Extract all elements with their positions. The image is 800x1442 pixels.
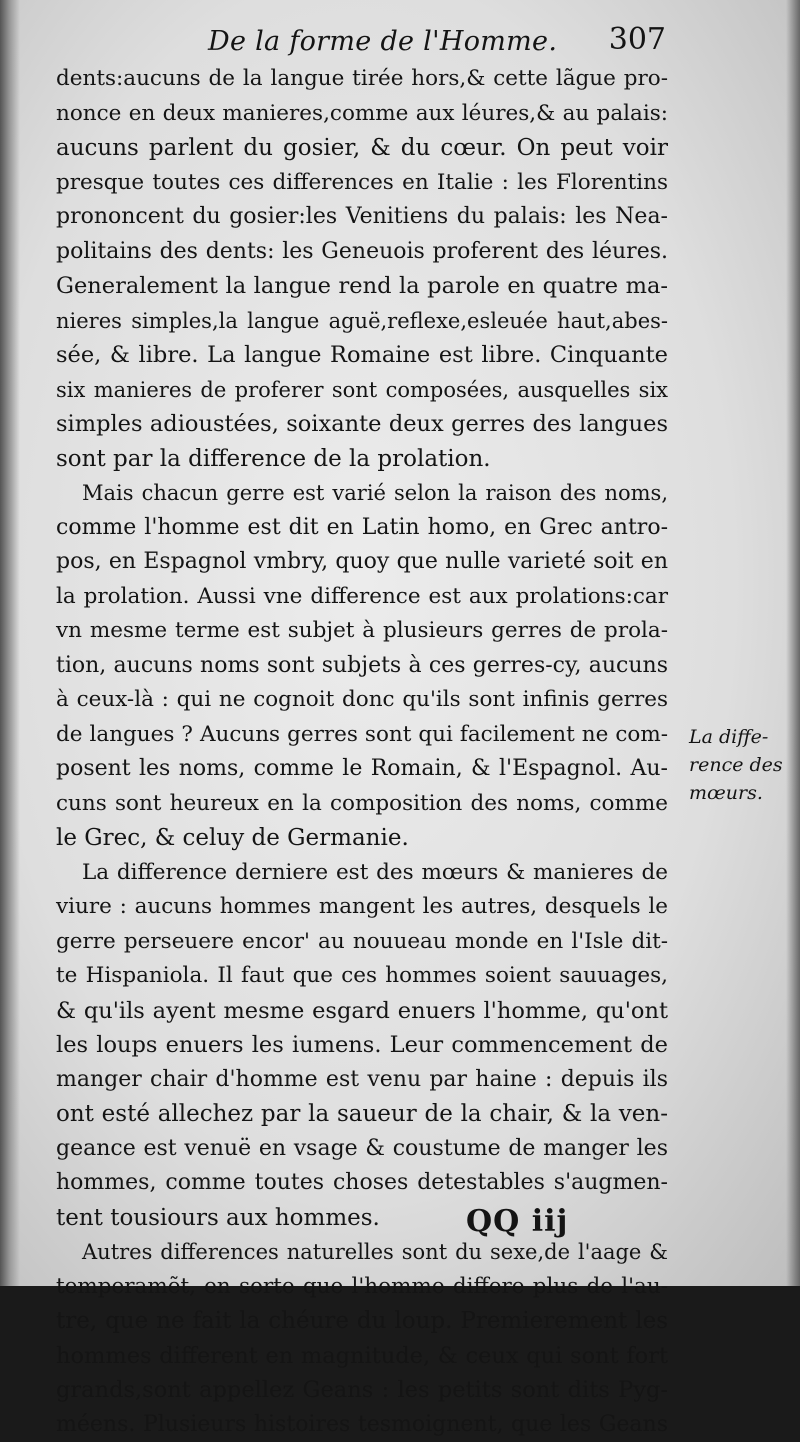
text-line: te Hispaniola. Il faut que ces hommes soient sauuages,: [56, 959, 668, 994]
text-line: sée, & libre. La langue Romaine est libre. Cinquante: [56, 338, 668, 373]
text-line: la prolation. Aussi vne difference est aux prolations:car: [56, 580, 668, 615]
text-line: sont par la difference de la prolation.: [56, 442, 668, 477]
text-line: Autres differences naturelles sont du sexe,de l'aage &: [56, 1235, 668, 1270]
margin-note-line: La diffe-: [689, 723, 799, 751]
text-line: gerre perseuere encor' au nouueau monde en l'Isle dit-: [56, 925, 668, 960]
margin-note: [689, 723, 799, 807]
text-line: les loups enuers les iumens. Leur commencement de: [56, 1028, 668, 1063]
text-line: geance est venuë en vsage & coustume de manger les: [56, 1132, 668, 1167]
text-line: nieres simples,la langue aguë,reflexe,esleuée haut,abes-: [56, 304, 668, 339]
text-line: dents:aucuns de la langue tirée hors,& cette lãgue pro-: [56, 62, 668, 97]
text-line: vn mesme terme est subjet à plusieurs gerres de prola-: [56, 614, 668, 649]
text-line: presque toutes ces differences en Italie : les Florentins: [56, 166, 668, 201]
text-line: tent tousiours aux hommes.: [56, 1201, 668, 1236]
text-line: politains des dents: les Geneuois proferent des léures.: [56, 235, 668, 270]
text-line: grands,sont appellez Geans : les petits sont dits Pyg-: [56, 1373, 668, 1408]
text-line: méens. Plusieurs histoires tesmoignent, que les Geans: [56, 1408, 668, 1442]
text-line: aucuns parlent du gosier, & du cœur. On peut voir: [56, 131, 668, 166]
margin-note-line: mœurs.: [689, 779, 799, 807]
margin-note-line: rence des: [689, 751, 799, 779]
text-line: hommes, comme toutes choses detestables s'augmen-: [56, 1166, 668, 1201]
text-line: six manieres de proferer sont composées, ausquelles six: [56, 373, 668, 408]
text-line: cuns sont heureux en la composition des noms, comme: [56, 787, 668, 822]
text-line: ont esté allechez par la saueur de la chair, & la ven-: [56, 1097, 668, 1132]
text-line: prononcent du gosier:les Venitiens du palais: les Nea-: [56, 200, 668, 235]
page-left-shadow: [0, 0, 20, 1286]
text-line: Generalement la langue rend la parole en quatre ma-: [56, 269, 668, 304]
text-line: tre, que ne fait la chéure du loup. Premierement les: [56, 1304, 668, 1339]
text-line: viure : aucuns hommes mangent les autres, desquels le: [56, 890, 668, 925]
text-line: & qu'ils ayent mesme esgard enuers l'homme, qu'ont: [56, 994, 668, 1029]
text-line: nonce en deux manieres,comme aux léures,& au palais:: [56, 97, 668, 132]
text-line: temperamẽt, en sorte que l'homme differe plus de l'au-: [56, 1270, 668, 1305]
text-line: le Grec, & celuy de Germanie.: [56, 821, 668, 856]
text-line: à ceux-là : qui ne cognoit donc qu'ils sont infinis gerres: [56, 683, 668, 718]
text-line: tion, aucuns noms sont subjets à ces gerres-cy, aucuns: [56, 649, 668, 684]
text-line: comme l'homme est dit en Latin homo, en Grec antro-: [56, 511, 668, 546]
running-head: [58, 22, 666, 62]
page-number: 307: [609, 22, 666, 57]
text-line: hommes different en magnitude, & ceux qui sont fort: [56, 1339, 668, 1374]
text-line: de langues ? Aucuns gerres sont qui facilement ne com-: [56, 718, 668, 753]
text-line: manger chair d'homme est venu par haine : depuis ils: [56, 1063, 668, 1098]
signature-mark: QQ iij: [466, 1204, 568, 1239]
text-line: La difference derniere est des mœurs & manieres de: [56, 856, 668, 891]
running-title: De la forme de l'Homme.: [208, 26, 557, 57]
page-right-shadow: [786, 0, 800, 1286]
text-line: pos, en Espagnol vmbry, quoy que nulle varieté soit en: [56, 545, 668, 580]
text-line: posent les noms, comme le Romain, & l'Espagnol. Au-: [56, 752, 668, 787]
body-text: [56, 62, 668, 1442]
text-line: Mais chacun gerre est varié selon la raison des noms,: [56, 476, 668, 511]
text-line: simples adioustées, soixante deux gerres des langues: [56, 407, 668, 442]
